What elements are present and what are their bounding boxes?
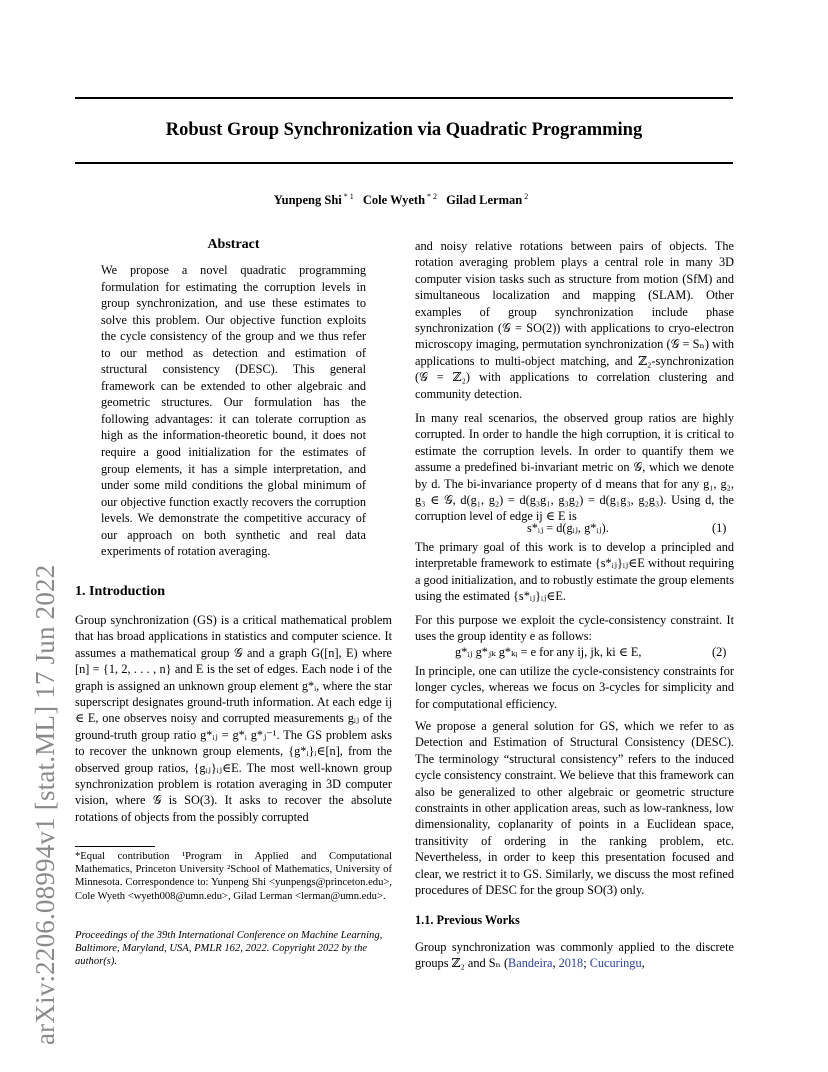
equation-2-number: (2) [712,645,727,659]
right-paragraph-3: The primary goal of this work is to develop a principled and interpretable framework to estimate {s*ᵢⱼ}ᵢⱼ∈E without requiring a good initialization, and to robustly estimate the group elements using the estimated {s*ᵢⱼ}ᵢⱼ∈E. [415,540,734,604]
paper-title: Robust Group Synchronization via Quadratic Programming [165,120,643,140]
separator: , [552,956,559,971]
abstract-heading: Abstract [207,237,260,252]
equation-2: g*ᵢⱼ g*ⱼₖ g*ₖᵢ = e for any ij, jk, ki ∈ E, [455,645,642,659]
arxiv-stamp: arXiv:2206.08994v1 [stat.ML] 17 Jun 2022 [30,564,60,1045]
footnote: *Equal contribution ¹Program in Applied and Computational Mathematics, Princeton University ²School of Mathematics, University of Minnesota. Correspondence to: Yunpeng Shi <yunpengs@princeton.edu>, Cole Wyeth <wyeth008@umn.edu>, Gilad Lerman <lerman@umn.edu>. [75,851,392,902]
footnote-rule [75,846,155,847]
author-name: Yunpeng Shi [273,193,342,208]
author-marks: * 1 [343,192,354,201]
citation-year-link[interactable]: 2018 [558,956,584,971]
equation-1: s*ᵢⱼ = d(gᵢⱼ, g*ᵢⱼ). [527,521,609,535]
right-paragraph-5: In principle, one can utilize the cycle-consistency constraints for longer cycles, whereas we focus on 3-cycles for simplicity and for computational efficiency. [415,664,734,711]
intro-paragraph-1: Group synchronization (GS) is a critical mathematical problem that has broad applications in statistics and computer science. It assumes a mathematical group 𝒢 and a graph G([n], E) where [n] = {1, 2, . . . , n} and E is the set of edges. Each node i of the graph is assigned an unknown group element g*ᵢ, where the star superscript designates ground-truth information. At each edge ij ∈ E, one observes noisy and corrupted measurements gᵢⱼ of the ground-truth group ratio g*ᵢⱼ = g*ᵢ g*ⱼ⁻¹. The GS problem asks to recover the unknown group elements, {g*ᵢ}ᵢ∈[n], from the observed group ratios, {gᵢⱼ}ᵢⱼ∈E. The most well-known group synchronization problem is rotation averaging in 3D computer vision, where 𝒢 is SO(3). It asks to recover the absolute rotations of objects from the possibly corrupted [75,613,392,824]
equation-1-number: (1) [712,521,727,535]
section-heading-introduction: 1. Introduction [75,584,165,599]
proceedings-note: Proceedings of the 39th International Conference on Machine Learning, Baltimore, Maryland, USA, PMLR 162, 2022. Copyright 2022 by the author(s). [75,930,383,968]
author-marks: * 2 [427,192,438,201]
abstract-body: We propose a novel quadratic programming formulation for estimating the corruption levels in group synchronization, and use these estimates to solve this problem. Our objective function exploits the cycle consistency of the group and we thus refer to our method as detection and estimation of structural consistency (DESC). This general framework can be extended to other algebraic and geometric structures. Our formulation has the following advantages: it can tolerate corruption as high as the information-theoretic bound, it does not require a good initialization for the estimates of group elements, it has a simple interpretation, and under some mild conditions the global minimum of our objective function exactly recovers the corruption levels. We demonstrate the competitive accuracy of our approach on both synthetic and real data experiments of rotation averaging. [101,263,366,559]
separator: ; [583,956,590,971]
right-paragraph-7 [415,939,734,972]
paragraph-text: Group synchronization was commonly applied to the discrete groups ℤ₂ and Sₙ ( [415,940,734,971]
subsection-heading-previous-works: 1.1. Previous Works [415,913,520,927]
title-rule-bottom [75,162,733,164]
right-paragraph-6: We propose a general solution for GS, which we refer to as Detection and Estimation of Structural Consistency (DESC). The terminology “structural consistency” refers to the induced cycle consistency constraint. We believe that this framework can also be generalized to other algebraic or geometric structure constraints in other application areas, such as low-rankness, low dimensionality, coplanarity of points in a Euclidean space, transitivity of ordering in the ranking problem, etc. Nevertheless, in order to keep this presentation focused and clear, we restrict it to GS. Similarly, we discuss the most refined procedures of DESC for the group SO(3) only. [415,719,734,898]
right-paragraph-4: For this purpose we exploit the cycle-consistency constraint. It uses the group identity e as follows: [415,613,734,644]
right-paragraph-1: and noisy relative rotations between pairs of objects. The rotation averaging problem plays a central role in many 3D computer vision tasks such as structure from motion (SfM) and simultaneous localization and mapping (SLAM). Other examples of group synchronization include phase synchronization (𝒢 = SO(2)) with applications to cryo-electron microscopy imaging, permutation synchronization (𝒢 = Sₙ) with applications to multi-object matching, and ℤ₂-synchronization (𝒢 = ℤ₂) with applications to correlation clustering and community detection. [415,239,734,401]
citation-link[interactable]: Bandeira [508,956,553,971]
author-name: Cole Wyeth [362,193,426,208]
author-marks: 2 [524,192,529,201]
citation-link[interactable]: Cucuringu [589,956,642,971]
trailing-comma: , [641,956,645,971]
author-name: Gilad Lerman [446,193,523,208]
title-rule-top [75,97,733,99]
right-paragraph-2: In many real scenarios, the observed group ratios are highly corrupted. In order to handle the high corruption, it is critical to estimate the corruption levels. In order to quantify them we assume a predefined bi-invariant metric on 𝒢, which we denote by d. The bi-invariance property of d means that for any g₁, g₂, g₃ ∈ 𝒢, d(g₁, g₂) = d(g₃g₁, g₃g₂) = d(g₁g₃, g₂g₃). Using d, the corruption level of edge ij ∈ E is [415,411,734,524]
author-list [75,192,733,208]
